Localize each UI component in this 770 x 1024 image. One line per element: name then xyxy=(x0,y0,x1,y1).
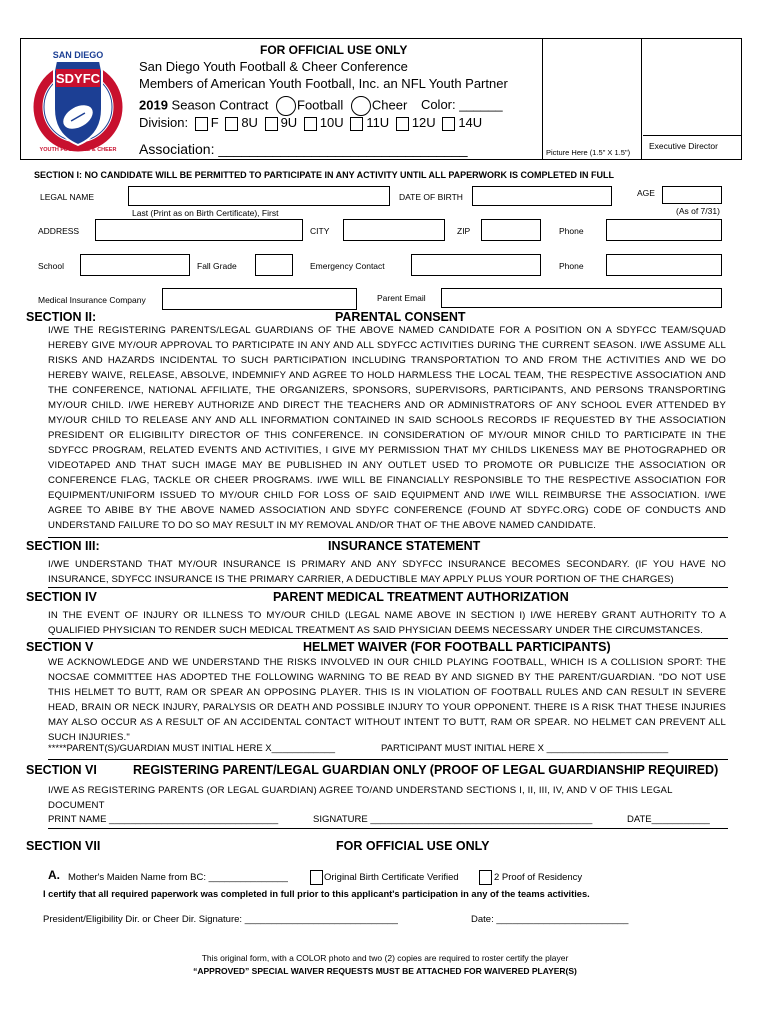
logo-ring-text: YOUTH FOOTBALL & CHEER xyxy=(39,147,117,153)
cheer-option[interactable] xyxy=(351,96,371,116)
age-input[interactable] xyxy=(662,186,722,204)
dob-input[interactable] xyxy=(472,186,612,206)
zip-label: ZIP xyxy=(457,226,471,236)
football-option[interactable] xyxy=(276,96,296,116)
division-checkbox[interactable] xyxy=(396,117,409,131)
season-year: 2019 xyxy=(139,97,168,113)
division-option: 8U xyxy=(241,115,258,130)
medical-input[interactable] xyxy=(162,288,357,310)
section5-title: HELMET WAIVER (FOR FOOTBALL PARTICIPANTS) xyxy=(303,640,611,654)
section5-label: SECTION V xyxy=(26,640,94,654)
section1-title: SECTION I: NO CANDIDATE WILL BE PERMITTED TO PARTICIPATE IN ANY ACTIVITY UNTIL ALL PAPERWORK IS COMPLETED IN FULL xyxy=(34,170,615,180)
parent-email-input[interactable] xyxy=(441,288,722,308)
division-option: 9U xyxy=(280,115,298,130)
footer-line2: “APPROVED” SPECIAL WAIVER REQUESTS MUST BE ATTACHED FOR WAIVERED PLAYER(S) xyxy=(193,966,577,976)
section4-text: IN THE EVENT OF INJURY OR ILLNESS TO MY/OUR CHILD (LEGAL NAME ABOVE IN SECTION I) I/WE HEREBY GRANT AUTHORITY TO A QUALIFIED PHYSICIAN TO RENDER SUCH MEDICAL TREATMENT AS SAID PHYSICIAN DEEMS NECESSARY UNDER THE CIRCUMSTANCES. xyxy=(48,610,726,636)
executive-director-label: Executive Director xyxy=(649,141,718,151)
divider xyxy=(48,828,728,829)
header-box xyxy=(20,38,742,160)
medical-label: Medical Insurance Company xyxy=(38,295,146,305)
cheer-label: Cheer xyxy=(371,97,408,113)
association-field[interactable]: Association: ________________________________ xyxy=(139,141,468,157)
parent-email-label: Parent Email xyxy=(377,293,426,303)
residency-label: 2 Proof of Residency xyxy=(494,872,583,883)
division-option: F xyxy=(210,115,219,130)
divider xyxy=(48,587,728,588)
division-option: 11U xyxy=(366,115,390,130)
division-label: Division: xyxy=(139,115,189,130)
name-hint: Last (Print as on Birth Certificate), First xyxy=(132,208,279,218)
header-divider xyxy=(641,39,642,159)
phone2-label: Phone xyxy=(559,261,584,271)
section3-title: INSURANCE STATEMENT xyxy=(328,539,481,553)
maiden-name-field[interactable]: Mother's Maiden Name from BC: _______________ xyxy=(68,872,288,883)
official-use-header: FOR OFFICIAL USE ONLY xyxy=(260,43,408,57)
division-option: 14U xyxy=(458,115,483,130)
emergency-input[interactable] xyxy=(411,254,541,276)
phone2-input[interactable] xyxy=(606,254,722,276)
section7-a-label: A. xyxy=(48,868,60,882)
city-input[interactable] xyxy=(343,219,445,241)
school-label: School xyxy=(38,261,64,271)
section2-text: I/WE THE REGISTERING PARENTS/LEGAL GUARDIANS OF THE ABOVE NAMED CANDIDATE FOR A POSITION ON A SDYFCC TEAM/SQUAD HEREBY GIVE MY/OUR APPROVAL TO PARTICIPATE IN ANY AND ALL SDYFCC ACTIVITIES DURING THE CURRENT SEASON. I/WE ASSUME ALL RISKS AND HAZARDS INCIDENTAL TO SUCH PARTICIPATION INCLUDING TRANSPORTATION TO AND FROM THE ACTIVITIES AND WE DO HEREBY WAIVE, RELEASE, ABSOLVE, INDEMNIFY AND AGREE TO HOLD HARMLESS THE LOCAL TEAM, THE RESPECTIVE ASSOCIATION AND THE CONFERENCE, NATIONAL AFFILIATE, THE ORGANIZERS, SPONSORS, SUPERVISORS, PARTICIPANTS, AND PERSONS TRANSPORTING MY/OUR CHILD. I/WE HEREBY AUTHORIZE AND DIRECT THE TEACHERS AND OR ADMINISTRATORS OF ANY SCHOOL EVER ATTENDED BY MY/OUR CHILD TO RELEASE ANY AND ALL INFORMATION CONTAINED IN SAID SCHOOLS RECORDS IF REQUESTED BY THE ASSOCIATION PRESIDENT OR ELIGIBILITY DIRECTOR OF THIS CONFERENCE. IN CONSIDERATION OF MY/OUR MINOR CHILD TO PARTICIPATE IN THE SDYFCC PROGRAM, RELATED EVENTS AND ACTIVITIES, I GIVE MY PERMISSION THAT MY CHILDS LIKENESS MAY BE PHOTOGRAPHED OR VIDEOTAPED AND THAT SUCH IMAGE MAY BE PUBLISHED IN ANY OUTLET USED TO PROMOTE OR PUBLICIZE THE ASSOCIATION OR CONFERENCE FLAG, TACKLE OR CHEER PROGRAMS. I/WE WILL BE FINANCIALLY RESPONSIBLE TO THE RESPECTIVE ASSOCIATION FOR EQUIPMENT/UNIFORM ISSUED TO MY/OUR CHILD FOR LOSS OF SAID EQUIPMENT AND I/WE WILL REIMBURSE THE ASSOCIATION. I/WE AGREE TO ABIBE BY THE ABOVE NAMED ASSOCIATION AND SDYFC CONFERENCE (FOUND AT SDYFC.ORG) CODE OF CONDUCTS AND UNDERSTAND FAILURE TO DO SO MAY RESULT IN MY REMOVAL AND/OR THAT OF THE ABOVE NAMED CANDIDATE. xyxy=(48,325,726,531)
divider xyxy=(48,638,728,639)
residency-checkbox[interactable] xyxy=(479,870,492,885)
divider xyxy=(48,537,728,538)
season-label: Season Contract xyxy=(171,97,269,113)
dob-label: DATE OF BIRTH xyxy=(399,192,463,202)
section6-text: I/WE AS REGISTERING PARENTS (OR LEGAL GUARDIAN) AGREE TO/AND UNDERSTAND SECTIONS I, II, III, IV, AND V OF THIS LEGAL DOCUMENT xyxy=(48,785,673,811)
signature-field[interactable]: SIGNATURE __________________________________________ xyxy=(313,814,593,825)
section3-text: I/WE UNDERSTAND THAT MY/OUR INSURANCE IS PRIMARY AND ANY SDYFCC INSURANCE BECOMES SECONDARY. (IF YOU HAVE NO INSURANCE, SDYFCC INSURANCE IS THE PRIMARY CARRIER, A DEDUCTIBLE MAY APPLY PLUS YOUR PORTION OF THE CHARGES) xyxy=(48,559,726,585)
division-checkbox[interactable] xyxy=(350,117,363,131)
fall-grade-label: Fall Grade xyxy=(197,261,237,271)
certify-statement: I certify that all required paperwork was completed in full prior to this applicant's participation in any of the teams activities. xyxy=(43,889,590,899)
division-option: 12U xyxy=(411,115,436,130)
section6-title: REGISTERING PARENT/LEGAL GUARDIAN ONLY (PROOF OF LEGAL GUARDIANSHIP REQUIRED) xyxy=(133,763,719,777)
phone1-label: Phone xyxy=(559,226,584,236)
school-input[interactable] xyxy=(80,254,190,276)
birth-cert-label: Original Birth Certificate Verified xyxy=(324,872,459,883)
section3-label: SECTION III: xyxy=(26,539,100,553)
address-label: ADDRESS xyxy=(38,226,80,236)
division-checkbox[interactable] xyxy=(304,117,317,131)
emergency-label: Emergency Contact xyxy=(310,261,385,271)
picture-placeholder: Picture Here (1.5" X 1.5") xyxy=(546,148,631,157)
legal-name-label: LEGAL NAME xyxy=(40,192,95,202)
address-input[interactable] xyxy=(95,219,303,241)
header-divider xyxy=(542,39,543,159)
logo-top-text: SAN DIEGO xyxy=(52,50,104,60)
division-checkbox[interactable] xyxy=(195,117,208,131)
section7-label: SECTION VII xyxy=(26,839,101,853)
section7-title: FOR OFFICIAL USE ONLY xyxy=(336,839,490,853)
parent-initial-field[interactable]: *****PARENT(S)/GUARDIAN MUST INITIAL HERE X____________ xyxy=(48,743,336,754)
section2-title: PARENTAL CONSENT xyxy=(335,310,466,324)
section4-title: PARENT MEDICAL TREATMENT AUTHORIZATION xyxy=(273,590,569,604)
section5-text: WE ACKNOWLEDGE AND WE UNDERSTAND THE RISKS INVOLVED IN OUR CHILD PLAYING FOOTBALL, WHICH IS A COLLISION SPORT: THE NOCSAE COMMITTEE HAS ADOPTED THE FOLLOWING WARNING TO BE READ BY AND SIGNED BY THE PARENT/GUARDIAN. "DO NOT USE THIS HELMET TO BUTT, RAM OR SPEAR AN OPPOSING PLAYER. THIS IS IN VIOLATION OF FOOTBALL RULES AND CAN RESULT IN SEVERE HEAD, BRAIN OR NECK INJURY, PARALYSIS OR DEATH AND POSSIBLE INJURY TO YOUR OPPONENT. THERE IS A RISK THAT THESE INJURIES MAY ALSO OCCUR AS A RESULT OF AN ACCIDENTAL CONTACT WITHOUT INTENT TO BUTT, RAM OR SPEAR. NO HELMET CAN PREVENT ALL SUCH INJURIES." xyxy=(48,657,726,743)
director-signature-field[interactable]: President/Eligibility Dir. or Cheer Dir. Signature: _____________________________ xyxy=(43,914,398,925)
date-field[interactable]: DATE___________ xyxy=(627,814,710,825)
print-name-field[interactable]: PRINT NAME ________________________________ xyxy=(48,814,279,825)
fall-grade-input[interactable] xyxy=(255,254,293,276)
division-checkbox[interactable] xyxy=(225,117,238,131)
division-row xyxy=(139,115,482,131)
sdyfc-logo xyxy=(24,47,132,155)
phone1-input[interactable] xyxy=(606,219,722,241)
org-line1: San Diego Youth Football & Cheer Conference xyxy=(139,59,408,74)
age-label: AGE xyxy=(637,188,655,198)
city-label: CITY xyxy=(310,226,330,236)
logo-main-text: SDYFC xyxy=(55,71,101,86)
section2-label: SECTION II: xyxy=(26,310,97,324)
division-checkbox[interactable] xyxy=(442,117,455,131)
birth-cert-checkbox[interactable] xyxy=(310,870,323,885)
zip-input[interactable] xyxy=(481,219,541,241)
director-date-field[interactable]: Date: _________________________ xyxy=(471,914,629,925)
color-field[interactable]: Color: ______ xyxy=(420,97,503,113)
football-label: Football xyxy=(297,97,344,113)
org-line2: Members of American Youth Football, Inc. an NFL Youth Partner xyxy=(139,76,508,91)
section4-label: SECTION IV xyxy=(26,590,97,604)
as-of-note: (As of 7/31) xyxy=(676,206,720,216)
legal-name-input[interactable] xyxy=(128,186,390,206)
division-checkbox[interactable] xyxy=(265,117,278,131)
season-row xyxy=(139,96,503,116)
section6-label: SECTION VI xyxy=(26,763,97,777)
participant-initial-field[interactable]: PARTICIPANT MUST INITIAL HERE X _______________________ xyxy=(381,743,669,754)
division-option: 10U xyxy=(319,115,344,130)
divider xyxy=(48,759,728,760)
footer-line1: This original form, with a COLOR photo and two (2) copies are required to roster certify the player xyxy=(201,953,569,963)
